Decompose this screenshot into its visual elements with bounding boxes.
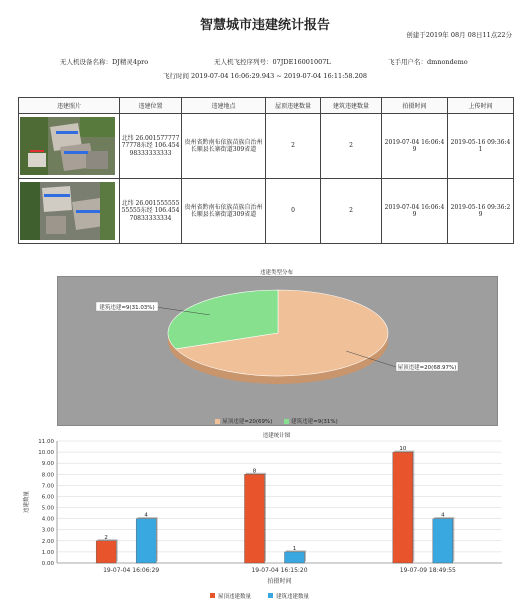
device-name: 无人机设备名称：DJ精灵4pro xyxy=(60,58,149,66)
upload-time-cell: 2019-05-16 09:36:29 xyxy=(448,179,514,244)
header-address: 违建地点 xyxy=(182,98,266,114)
building-count-cell: 2 xyxy=(321,114,382,179)
bar xyxy=(285,552,305,563)
bar xyxy=(136,519,156,563)
bar-chart-title: 违建统计图 xyxy=(262,433,291,439)
y-tick-label: 8.00 xyxy=(41,472,54,479)
x-tick-label: 19-07-09 18:49:55 xyxy=(399,567,456,574)
bar xyxy=(245,474,265,563)
y-tick-label: 9.00 xyxy=(41,461,54,468)
created-date: 创建于2019年 08月 08日11点22分 xyxy=(406,31,512,39)
bar-value-label: 4 xyxy=(144,512,148,519)
shot-time-cell: 2019-07-04 16:06:49 xyxy=(382,114,448,179)
controller-serial: 无人机飞控序列号：07JDE16001007L xyxy=(214,58,331,66)
x-tick-label: 19-07-04 16:06:29 xyxy=(103,567,160,574)
bar-legend-label: 屋顶违建数量 xyxy=(218,594,252,600)
bar-legend-label: 建筑违建数量 xyxy=(276,594,310,600)
y-tick-label: 3.00 xyxy=(41,527,54,534)
bar-value-label: 10 xyxy=(399,446,407,453)
bar xyxy=(433,519,453,563)
pilot-name: 飞手用户名：dmnondemo xyxy=(388,58,468,66)
pie-data-label: 建筑违建=9(31.03%) xyxy=(99,305,155,311)
x-tick-label: 19-07-04 16:15:20 xyxy=(251,567,308,574)
roof-count-cell: 0 xyxy=(266,179,321,244)
pie-legend-label: 建筑违建=9(31%) xyxy=(291,419,338,425)
pie-chart-title: 违建类型分布 xyxy=(259,270,293,276)
header-roof-count: 屋顶违建数量 xyxy=(266,98,321,114)
position-cell: 北纬 26.00155555555555东经 106.45470833333334 xyxy=(120,179,182,244)
bar xyxy=(393,452,413,563)
y-tick-label: 7.00 xyxy=(41,483,54,490)
address-cell: 贵州省黔南布依族苗族自治州长顺县长寨街道309省道 xyxy=(182,114,266,179)
flight-time: 飞行时间 2019-07-04 16:06:29.943 ~ 2019-07-04 16:11:58.208 xyxy=(162,72,368,80)
pie-data-label: 屋顶违建=20(68.97%) xyxy=(397,365,457,371)
bar-legend-swatch xyxy=(210,593,215,598)
y-tick-label: 0.00 xyxy=(41,561,54,567)
bar-value-label: 8 xyxy=(252,468,257,475)
bar xyxy=(96,541,116,563)
y-axis-label: 违建数量 xyxy=(24,490,30,514)
bar-value-label: 4 xyxy=(441,512,445,519)
y-tick-label: 5.00 xyxy=(41,505,54,512)
header-photo: 违建照片 xyxy=(19,98,120,114)
x-axis-label: 拍摄时间 xyxy=(267,578,292,585)
roof-count-cell: 2 xyxy=(266,114,321,179)
pie-legend-label: 屋顶违建=20(69%) xyxy=(222,419,273,425)
address-cell: 贵州省黔南布依族苗族自治州长顺县长寨街道309省道 xyxy=(182,179,266,244)
y-tick-label: 10.00 xyxy=(38,450,54,457)
y-tick-label: 6.00 xyxy=(41,494,54,501)
bar-value-label: 1 xyxy=(292,545,297,552)
header-building-count: 建筑违建数量 xyxy=(321,98,382,114)
header-upload-time: 上传时间 xyxy=(448,98,514,114)
y-tick-label: 1.00 xyxy=(41,549,54,556)
y-tick-label: 2.00 xyxy=(41,538,54,545)
header-position: 违建位置 xyxy=(120,98,182,114)
y-tick-label: 11.00 xyxy=(38,439,54,445)
shot-time-cell: 2019-07-04 16:06:49 xyxy=(382,179,448,244)
header-shot-time: 拍摄时间 xyxy=(382,98,448,114)
bar-legend-swatch xyxy=(268,593,273,598)
upload-time-cell: 2019-05-16 09:36:41 xyxy=(448,114,514,179)
y-tick-label: 4.00 xyxy=(41,516,54,523)
position-cell: 北纬 26.00157777777778东经 106.45498333333333 xyxy=(120,114,182,179)
bar-value-label: 2 xyxy=(104,534,108,541)
report-title: 智慧城市违建统计报告 xyxy=(199,18,330,33)
building-count-cell: 2 xyxy=(321,179,382,244)
